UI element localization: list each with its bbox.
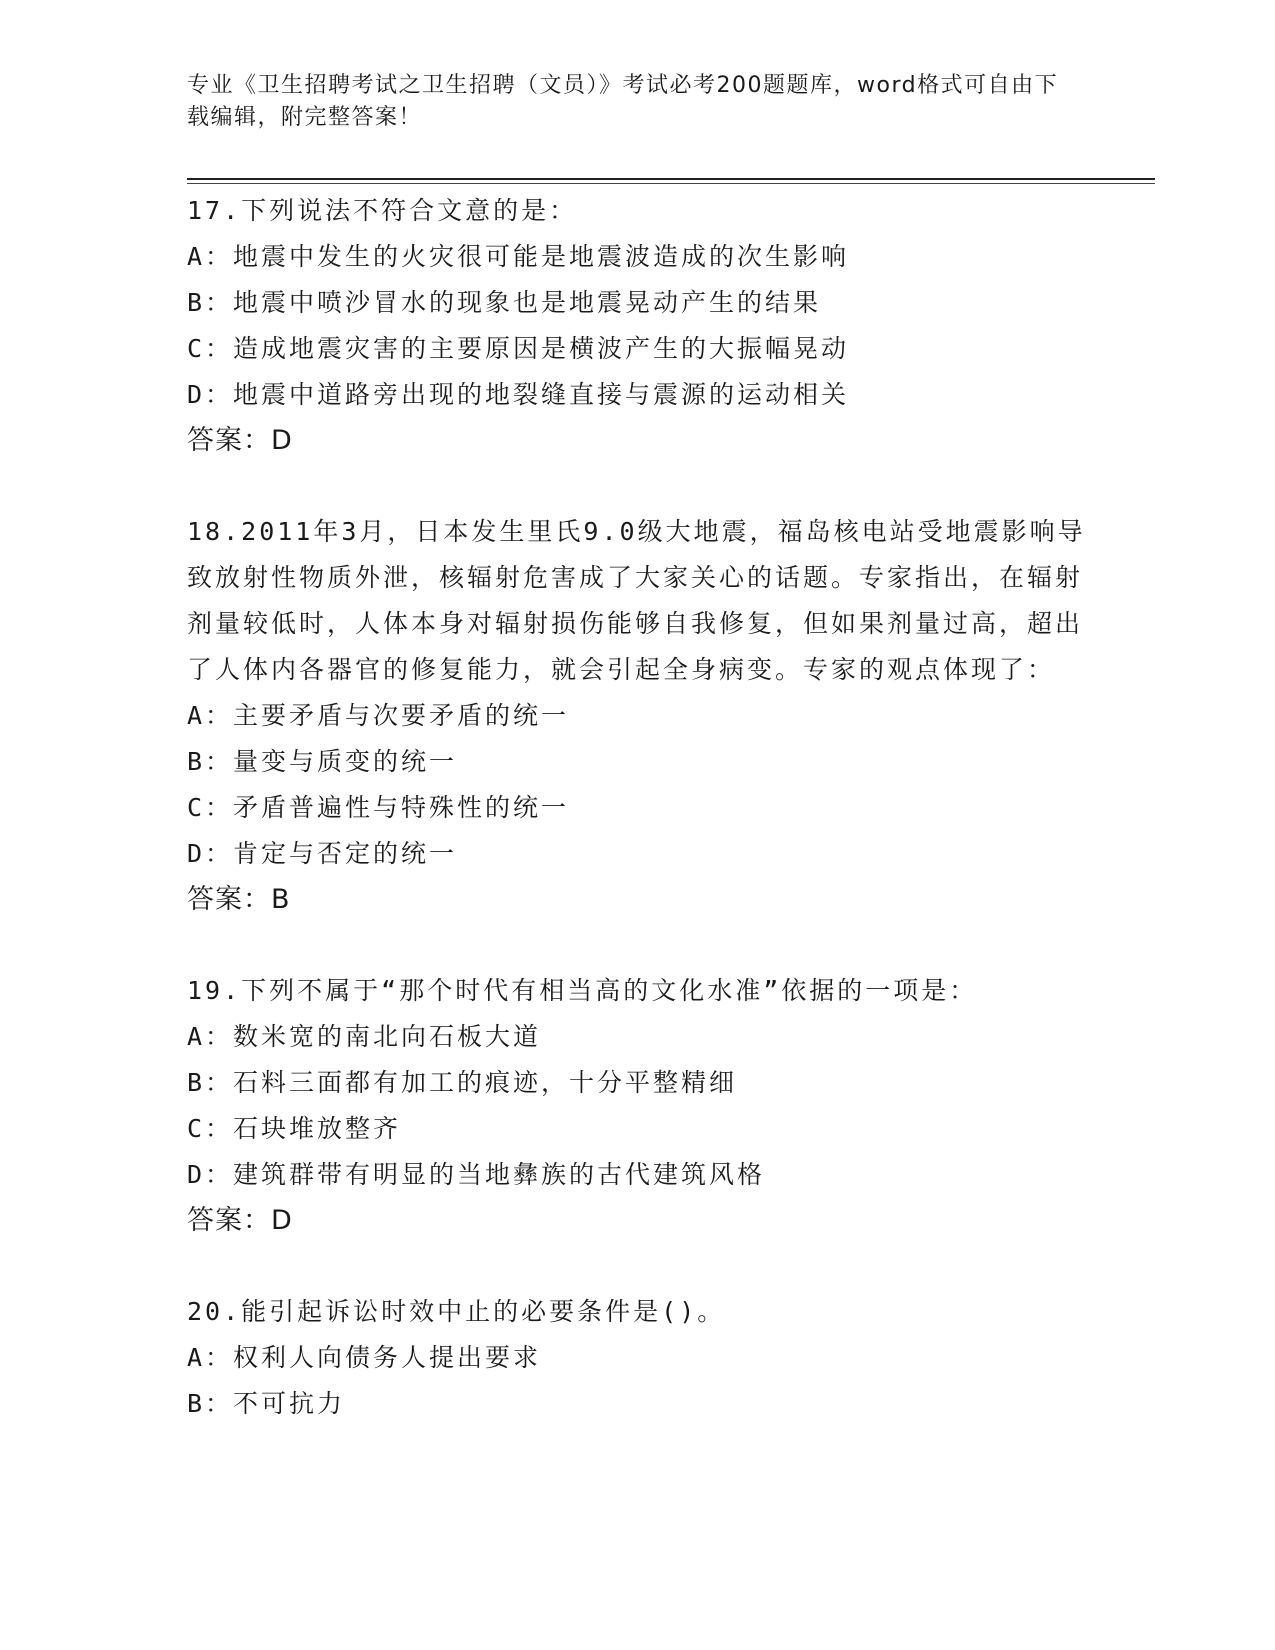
option-d: D：建筑群带有明显的当地彝族的古代建筑风格 (187, 1160, 766, 1189)
option-d: D：肯定与否定的统一 (187, 839, 458, 868)
option-c: C：石块堆放整齐 (187, 1114, 402, 1143)
answer-line: 答案：D (187, 425, 293, 456)
option-c: C：矛盾普遍性与特殊性的统一 (187, 793, 570, 822)
question-17 (187, 188, 1107, 464)
question-stem: 19.下列不属于“那个时代有相当高的文化水准”依据的一项是： (187, 976, 978, 1005)
question-19 (187, 968, 1107, 1244)
question-stem: 18.2011年3月，日本发生里氏9.0级大地震，福岛核电站受地震影响导致放射性物质外泄，核辐射危害成了大家关心的话题。专家指出，在辐射剂量较低时，人体本身对辐射损伤能够自我修复，但如果剂量过高，超出了人体内各器官的修复能力，就会引起全身病变。专家的观点体现了： (187, 517, 1086, 684)
option-a: A：权利人向债务人提出要求 (187, 1343, 542, 1372)
document-header: 专业《卫生招聘考试之卫生招聘（文员）》考试必考200题题库，word格式可自由下载编辑，附完整答案！ (187, 73, 1059, 130)
question-18 (187, 509, 1107, 923)
option-c: C：造成地震灾害的主要原因是横波产生的大振幅晃动 (187, 334, 850, 363)
question-list (187, 188, 1107, 1472)
option-d: D：地震中道路旁出现的地裂缝直接与震源的运动相关 (187, 380, 850, 409)
option-a: A：地震中发生的火灾很可能是地震波造成的次生影响 (187, 242, 850, 271)
header-divider-thick (187, 178, 1155, 180)
question-20 (187, 1289, 1107, 1427)
option-b: B：石料三面都有加工的痕迹，十分平整精细 (187, 1068, 738, 1097)
answer-line: 答案：D (187, 1205, 293, 1236)
question-stem: 20.能引起诉讼时效中止的必要条件是()。 (187, 1297, 726, 1326)
option-a: A：主要矛盾与次要矛盾的统一 (187, 701, 570, 730)
option-a: A：数米宽的南北向石板大道 (187, 1022, 542, 1051)
option-b: B：地震中喷沙冒水的现象也是地震晃动产生的结果 (187, 288, 822, 317)
header-divider-thin (187, 183, 1155, 184)
answer-line: 答案：B (187, 884, 291, 915)
option-b: B：不可抗力 (187, 1389, 346, 1418)
option-b: B：量变与质变的统一 (187, 747, 458, 776)
question-stem: 17.下列说法不符合文意的是： (187, 196, 578, 225)
